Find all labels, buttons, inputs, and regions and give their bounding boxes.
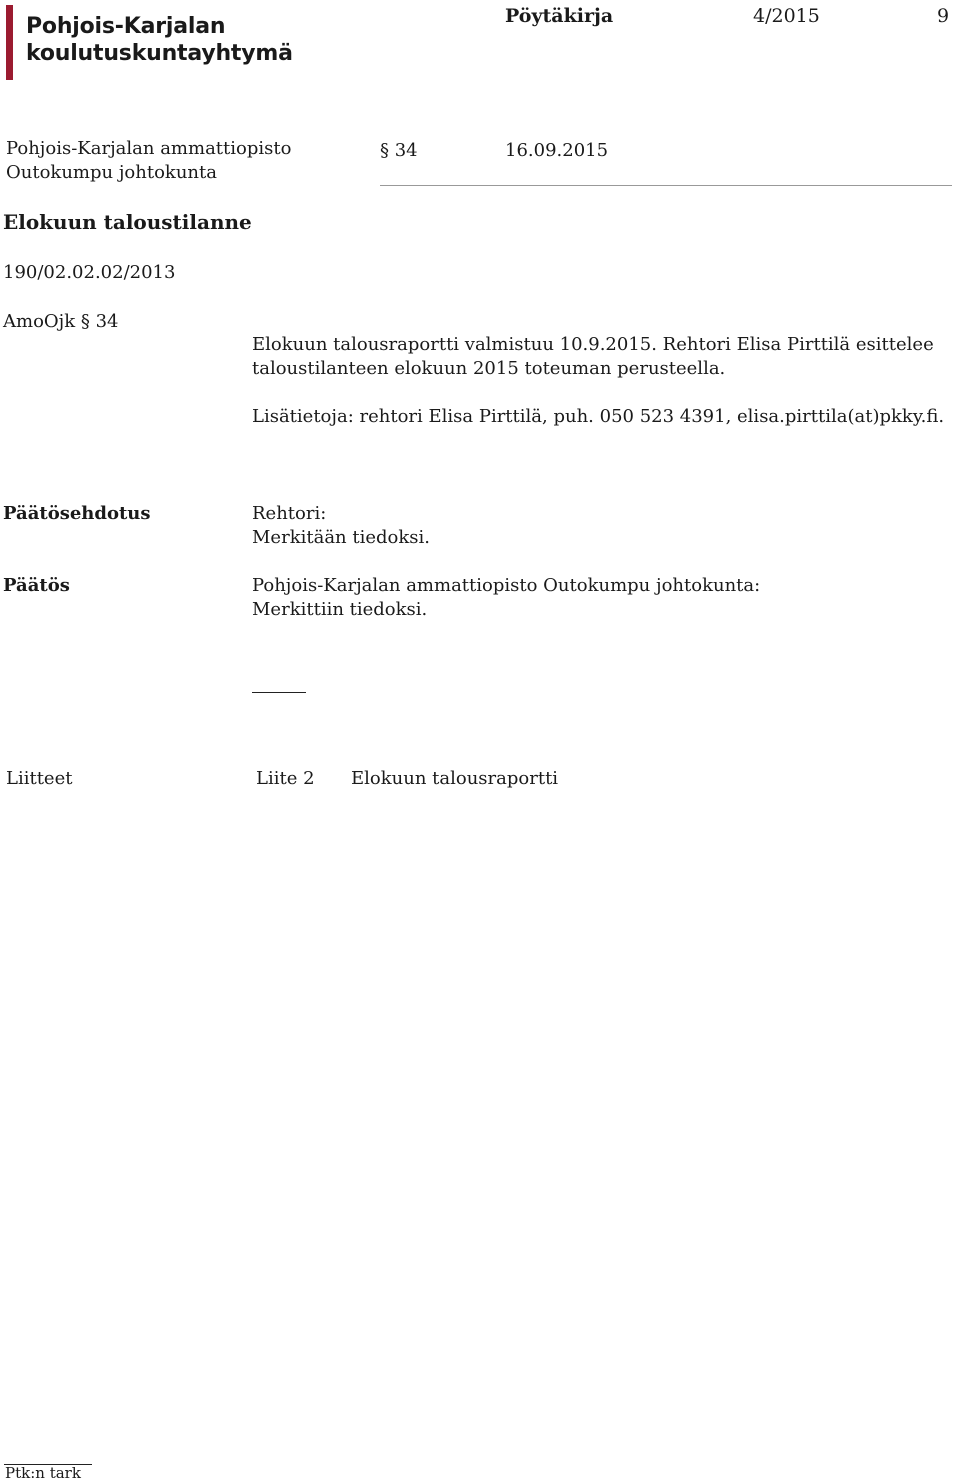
board-name: Outokumpu johtokunta: [6, 162, 217, 183]
body-text-line-2: taloustilanteen elokuun 2015 toteuman perusteella.: [252, 358, 726, 379]
minutes-checker-label: Ptk:n tark: [5, 1464, 81, 1482]
attachment-id: Liite 2: [256, 768, 315, 789]
contact-info: Lisätietoja: rehtori Elisa Pirttilä, puh. 050 523 4391, elisa.pirttila(at)pkky.fi.: [252, 406, 945, 427]
separator-rule: [252, 692, 306, 693]
attachments-label: Liitteet: [6, 768, 73, 789]
logo: [26, 13, 293, 67]
item-title: Elokuun taloustilanne: [3, 210, 252, 234]
diary-number: 190/02.02.02/2013: [3, 262, 176, 283]
item-reference: AmoOjk § 34: [3, 311, 119, 332]
document-number: 4/2015: [753, 5, 820, 27]
section-number: § 34: [380, 140, 418, 161]
decision-line-2: Merkittiin tiedoksi.: [252, 599, 428, 620]
meeting-date: 16.09.2015: [505, 140, 609, 161]
logo-bar: [6, 5, 13, 80]
logo-line-2: koulutuskuntayhtymä: [26, 41, 293, 66]
proposal-line-2: Merkitään tiedoksi.: [252, 527, 430, 548]
decision-label: Päätös: [3, 575, 70, 596]
organization-name: Pohjois-Karjalan ammattiopisto: [6, 138, 292, 159]
page-number: 9: [937, 5, 950, 27]
logo-line-1: Pohjois-Karjalan: [26, 14, 226, 39]
attachment-name: Elokuun talousraportti: [351, 768, 559, 789]
header-rule: [380, 185, 952, 186]
body-text-line-1: Elokuun talousraportti valmistuu 10.9.2015. Rehtori Elisa Pirttilä esittelee: [252, 334, 934, 355]
decision-line-1: Pohjois-Karjalan ammattiopisto Outokumpu johtokunta:: [252, 575, 761, 596]
document-type: Pöytäkirja: [505, 5, 614, 27]
proposal-line-1: Rehtori:: [252, 503, 327, 524]
proposal-label: Päätösehdotus: [3, 503, 151, 524]
